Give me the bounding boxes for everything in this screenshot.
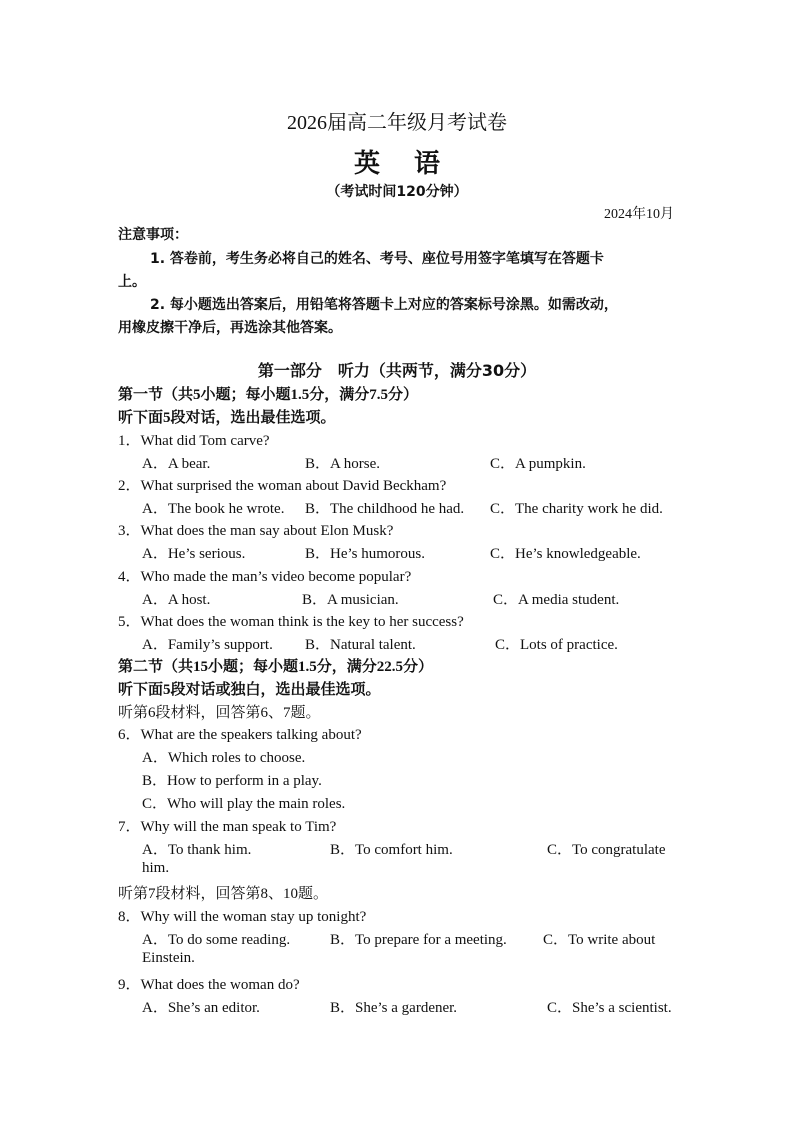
section2-title: 第二节（共15小题；每小题1.5分，满分22.5分） (118, 659, 434, 675)
question-2-stem: 2．What surprised the woman about David Beckham? (118, 478, 447, 494)
question-5-option-a: A．Family’s support. (142, 637, 273, 653)
question-7-stem: 7．Why will the man speak to Tim? (118, 819, 337, 835)
question-7-option-a: A．To thank him. (142, 842, 252, 858)
question-9-option-c: C．She’s a scientist. (547, 1000, 672, 1016)
question-7-option-c-continued: him. (142, 860, 170, 876)
question-9-option-b: B．She’s a gardener. (330, 1000, 458, 1016)
question-6-option-b: B．How to perform in a play. (142, 773, 322, 789)
question-8-option-b: B．To prepare for a meeting. (330, 932, 507, 948)
subject-char-1: 英 (353, 149, 380, 178)
question-6-stem: 6．What are the speakers talking about? (118, 727, 362, 743)
question-7-option-c: C．To congratulate (547, 842, 666, 858)
part1-title: 第一部分 听力（共两节，满分30分） (257, 361, 537, 380)
question-1-option-b: B．A horse. (305, 456, 381, 472)
question-3-option-a: A．He’s serious. (142, 546, 246, 562)
note-2-line-1: 2. 每小题选出答案后，用铅笔将答题卡上对应的答案标号涂黑。如需改动， (150, 297, 618, 313)
question-4-option-a: A．A host. (142, 592, 211, 608)
notes-heading: 注意事项： (118, 227, 188, 243)
question-8-option-c: C．To write about (543, 932, 656, 948)
note-2-line-2: 用橡皮擦干净后，再选涂其他答案。 (118, 320, 342, 336)
question-4-stem: 4．Who made the man’s video become popular? (118, 569, 412, 585)
exam-date: 2024年10月 (604, 207, 674, 222)
material-7-instructions: 听第7段材料，回答第8、10题。 (118, 886, 329, 902)
question-8-stem: 8．Why will the woman stay up tonight? (118, 909, 367, 925)
question-5-option-b: B．Natural talent. (305, 637, 416, 653)
section1-title: 第一节（共5小题；每小题1.5分，满分7.5分） (118, 387, 419, 403)
question-3-stem: 3．What does the man say about Elon Musk? (118, 523, 394, 539)
section1-instructions: 听下面5段对话，选出最佳选项。 (118, 410, 336, 426)
material-6-instructions: 听第6段材料，回答第6、7题。 (118, 705, 321, 721)
question-9-option-a: A．She’s an editor. (142, 1000, 260, 1016)
subject-title (0, 143, 794, 180)
exam-title: 2026届高二年级月考试卷 (287, 112, 507, 134)
question-1-option-a: A．A bear. (142, 456, 211, 472)
question-6-option-c: C．Who will play the main roles. (142, 796, 346, 812)
subject-char-2: 语 (414, 149, 441, 178)
question-8-option-a: A．To do some reading. (142, 932, 291, 948)
question-2-option-c: C．The charity work he did. (490, 501, 663, 517)
question-3-option-b: B．He’s humorous. (305, 546, 426, 562)
question-5-option-c: C．Lots of practice. (495, 637, 618, 653)
section2-instructions: 听下面5段对话或独白，选出最佳选项。 (118, 682, 381, 698)
note-1-line-2: 上。 (118, 274, 146, 290)
question-8-option-c-continued: Einstein. (142, 950, 195, 966)
question-4-option-c: C．A media student. (493, 592, 620, 608)
question-1-option-c: C．A pumpkin. (490, 456, 586, 472)
question-7-option-b: B．To comfort him. (330, 842, 453, 858)
note-1-line-1: 1. 答卷前，考生务必将自己的姓名、考号、座位号用签字笔填写在答题卡 (150, 251, 604, 267)
question-2-option-b: B．The childhood he had. (305, 501, 465, 517)
question-3-option-c: C．He’s knowledgeable. (490, 546, 641, 562)
question-1-stem: 1．What did Tom carve? (118, 433, 270, 449)
question-2-option-a: A．The book he wrote. (142, 501, 285, 517)
question-6-option-a: A．Which roles to choose. (142, 750, 306, 766)
question-9-stem: 9．What does the woman do? (118, 977, 300, 993)
question-4-option-b: B．A musician. (302, 592, 399, 608)
question-5-stem: 5．What does the woman think is the key to her success? (118, 614, 464, 630)
exam-duration: （考试时间120分钟） (326, 184, 468, 200)
